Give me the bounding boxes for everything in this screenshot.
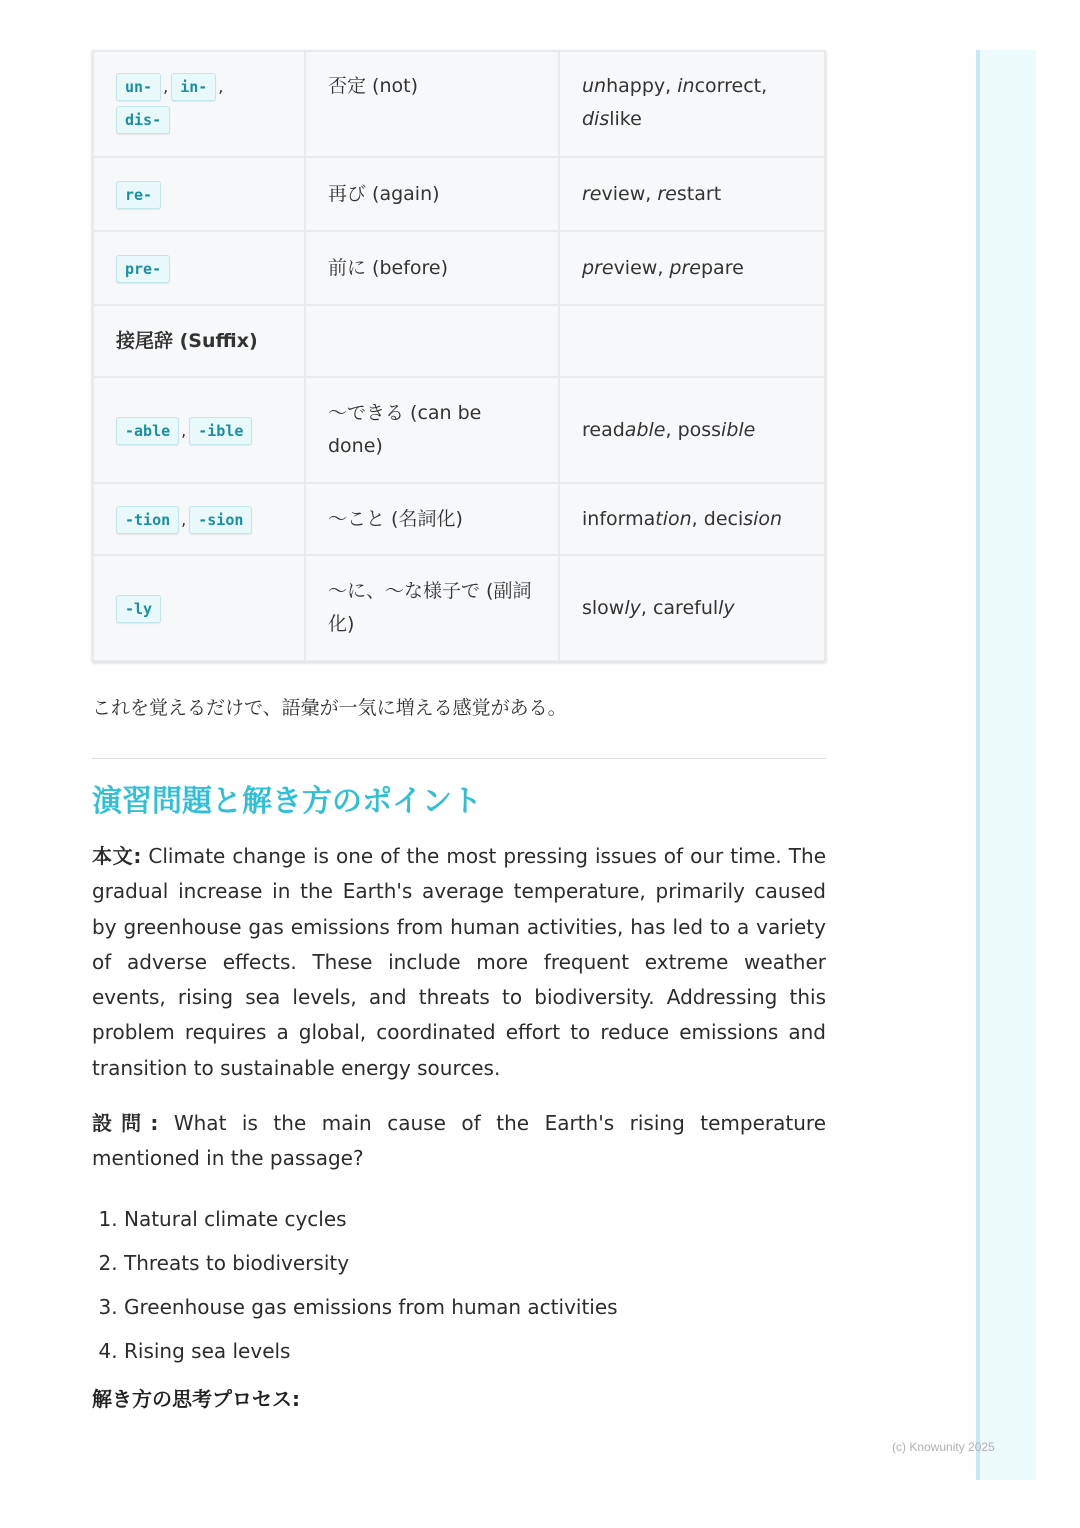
stem-part: like <box>609 108 642 130</box>
affix-part: ly <box>624 596 641 619</box>
table-row <box>93 377 825 483</box>
table-row <box>93 231 825 305</box>
affix-code: re- <box>116 181 161 209</box>
example-word <box>582 508 692 530</box>
stem-part: slow <box>582 596 625 619</box>
example-word <box>582 183 645 205</box>
example-word <box>582 597 641 619</box>
choice-item: 2. Threats to biodiversity <box>124 1241 826 1285</box>
stem-part: careful <box>652 596 719 619</box>
affix-code: pre- <box>116 255 170 283</box>
meaning-cell: 前に (before) <box>305 231 559 305</box>
example-word <box>582 75 665 97</box>
affix-part: re <box>582 182 602 205</box>
example-cell: unhappy, incorrect, dislike <box>559 51 825 157</box>
meaning-cell: 再び (again) <box>305 157 559 231</box>
affix-code: -tion <box>116 506 179 534</box>
affix-cell <box>93 231 305 305</box>
table-row <box>93 483 825 555</box>
example-cell: readable, possible <box>559 377 825 483</box>
affix-code: -able <box>116 417 179 445</box>
meaning-cell: 〜できる (can be done) <box>305 377 559 483</box>
example-cell: information, decision <box>559 483 825 555</box>
affix-cell: -tion , -sion <box>93 483 305 555</box>
affix-part: dis <box>582 108 610 130</box>
example-word <box>653 597 735 619</box>
empty-cell <box>305 305 559 377</box>
note-text: これを覚えるだけで、語彙が一気に増える感覚がある。 <box>92 697 567 719</box>
example-word <box>582 257 657 279</box>
affix-code: -sion <box>189 506 252 534</box>
meaning-cell: 否定 (not) <box>305 51 559 157</box>
affix-cell: -able , -ible <box>93 377 305 483</box>
affix-part: pre <box>669 256 701 279</box>
example-word <box>582 108 642 130</box>
affix-part: sion <box>743 507 783 530</box>
stem-part: pare <box>700 256 744 279</box>
example-cell: review, restart <box>559 157 825 231</box>
example-word <box>677 75 761 97</box>
stem-part: correct <box>694 75 762 97</box>
copyright: (c) Knowunity 2025 <box>892 1440 995 1454</box>
example-word <box>582 419 665 441</box>
passage <box>92 839 826 1086</box>
question <box>92 1106 826 1177</box>
affix-part: pre <box>582 256 614 279</box>
example-word <box>678 419 756 441</box>
document-content <box>92 50 826 1412</box>
choice-list <box>92 1197 826 1373</box>
stem-part: deci <box>703 507 744 530</box>
side-panel <box>976 50 1036 1480</box>
stem-part: view <box>601 182 646 205</box>
affix-cell <box>93 157 305 231</box>
table-row <box>93 51 825 157</box>
affix-code: -ly <box>116 595 161 623</box>
affix-part: in <box>677 75 695 97</box>
process-heading: 解き方の思考プロセス: <box>92 1386 300 1411</box>
stem-part: read <box>582 418 625 441</box>
passage-label: 本文: <box>92 844 142 868</box>
question-text: What is the main cause of the Earth's rising temperature mentioned in the passage? <box>92 1111 827 1171</box>
example-word <box>704 508 782 530</box>
affix-code: in- <box>171 73 216 101</box>
affix-part: re <box>657 182 677 205</box>
table-row <box>93 157 825 231</box>
table-row <box>93 555 825 661</box>
affix-cell <box>93 555 305 661</box>
affix-part: ible <box>721 418 756 441</box>
empty-cell <box>559 305 825 377</box>
affix-part: ly <box>718 596 735 619</box>
section-title: 演習問題と解き方のポイント <box>92 784 482 819</box>
affix-code: dis- <box>116 106 170 134</box>
choice-item: 1. Natural climate cycles <box>124 1197 826 1241</box>
stem-part: poss <box>677 418 722 441</box>
stem-part: happy <box>606 75 666 97</box>
affix-part: un <box>582 75 607 97</box>
passage-text: Climate change is one of the most pressing issues of our time. The gradual increase in the Earth's average temperature, primarily caused by greenhouse gas emissions from human activities, has led to a variety of adverse effects. These include more frequent extreme weather events, rising sea levels, and threats to biodiversity. Addressing this problem requires a global, coordinated effort to reduce emissions and transition to sustainable energy sources. <box>92 844 827 1080</box>
example-cell: preview, prepare <box>559 231 825 305</box>
question-label: 設問: <box>92 1111 159 1136</box>
affix-code: -ible <box>189 417 252 445</box>
example-word <box>669 257 743 279</box>
example-word <box>657 183 721 205</box>
stem-part: start <box>676 182 722 205</box>
affix-part: able <box>624 418 666 441</box>
affix-part: tion <box>655 507 692 530</box>
affix-code: un- <box>116 73 161 101</box>
example-cell: slowly, carefully <box>559 555 825 661</box>
choice-item: 4. Rising sea levels <box>124 1329 826 1373</box>
affix-table <box>92 50 826 662</box>
choice-item: 3. Greenhouse gas emissions from human activities <box>124 1285 826 1329</box>
stem-part: view <box>613 256 658 279</box>
meaning-cell: 〜こと (名詞化) <box>305 483 559 555</box>
section-row <box>93 305 825 377</box>
section-label: 接尾辞 (Suffix) <box>93 305 305 377</box>
meaning-cell: 〜に、〜な様子で (副詞化) <box>305 555 559 661</box>
affix-cell: un- , in- , dis- <box>93 51 305 157</box>
stem-part: informa <box>582 507 656 530</box>
section-divider <box>92 758 826 759</box>
